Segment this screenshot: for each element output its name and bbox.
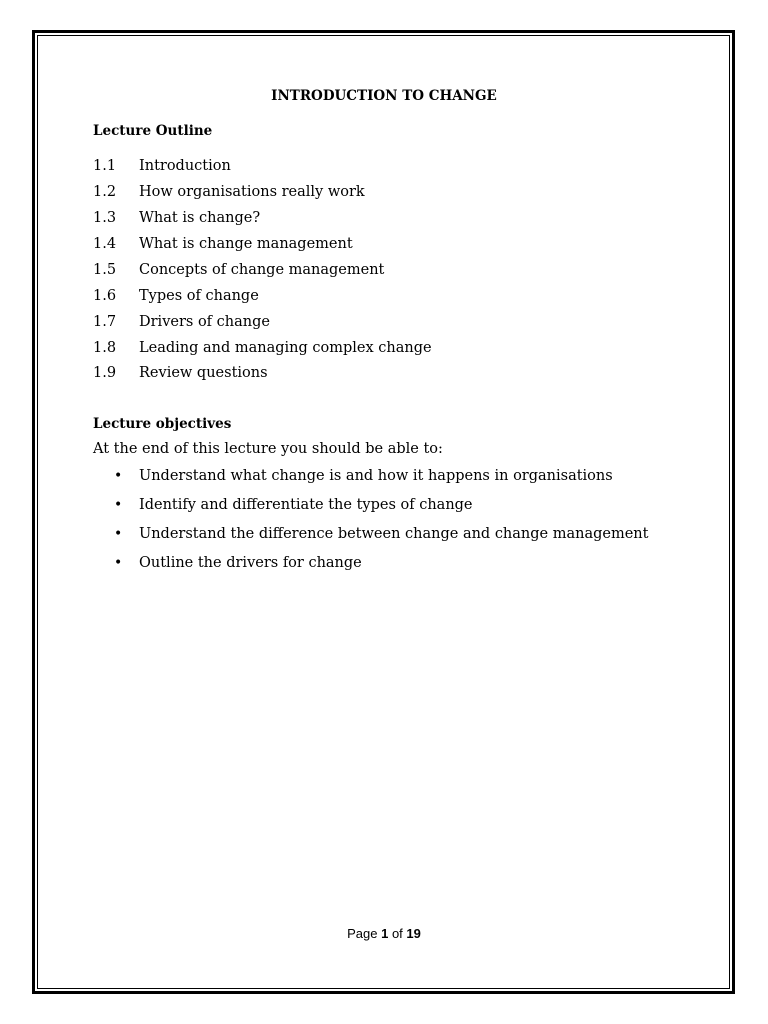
of-label: of [391, 926, 403, 941]
objective-item [114, 466, 613, 486]
outline-item-text: What is change? [139, 210, 261, 226]
outline-item [93, 363, 268, 383]
outline-item [93, 208, 260, 228]
outline-item-number: 1.4 [93, 236, 117, 252]
outline-item-number: 1.2 [93, 184, 117, 200]
outline-item-number: 1.3 [93, 210, 117, 226]
objectives-intro: At the end of this lecture you should be able to: [93, 441, 443, 457]
outline-item-text: Drivers of change [139, 314, 270, 330]
objective-text: Identify and differentiate the types of change [139, 497, 473, 513]
outline-item-text: Leading and managing complex change [139, 340, 432, 356]
outline-item-number: 1.7 [93, 314, 117, 330]
outline-item [93, 338, 432, 358]
outline-heading: Lecture Outline [93, 123, 213, 139]
outline-item [93, 234, 353, 254]
bullet-icon: • [114, 555, 123, 571]
bullet-icon: • [114, 526, 123, 542]
objective-item [114, 495, 473, 515]
outline-item [93, 312, 270, 332]
document-title: INTRODUCTION TO CHANGE [271, 88, 497, 104]
page-footer [0, 926, 768, 941]
objectives-heading: Lecture objectives [93, 416, 232, 432]
outline-item-text: Introduction [139, 158, 231, 174]
outline-item-text: Types of change [139, 288, 259, 304]
outline-item-text: What is change management [139, 236, 353, 252]
outline-item-text: Concepts of change management [139, 262, 385, 278]
outline-item [93, 260, 384, 280]
objective-text: Understand the difference between change and change management [139, 526, 649, 542]
bullet-icon: • [114, 497, 123, 513]
objective-item [114, 553, 362, 573]
outline-item [93, 182, 365, 202]
outline-item-text: Review questions [139, 365, 268, 381]
objective-text: Outline the drivers for change [139, 555, 362, 571]
total-pages-number: 19 [406, 926, 421, 941]
bullet-icon: • [114, 468, 123, 484]
outline-item-number: 1.6 [93, 288, 117, 304]
objective-item [114, 524, 648, 544]
outline-item-number: 1.8 [93, 340, 117, 356]
outline-item [93, 286, 259, 306]
page-label: Page [347, 926, 378, 941]
current-page-number: 1 [381, 926, 389, 941]
outline-item-number: 1.9 [93, 365, 117, 381]
objective-text: Understand what change is and how it happens in organisations [139, 468, 613, 484]
outline-item-number: 1.5 [93, 262, 117, 278]
outline-item [93, 156, 231, 176]
outline-item-text: How organisations really work [139, 184, 365, 200]
outline-item-number: 1.1 [93, 158, 117, 174]
